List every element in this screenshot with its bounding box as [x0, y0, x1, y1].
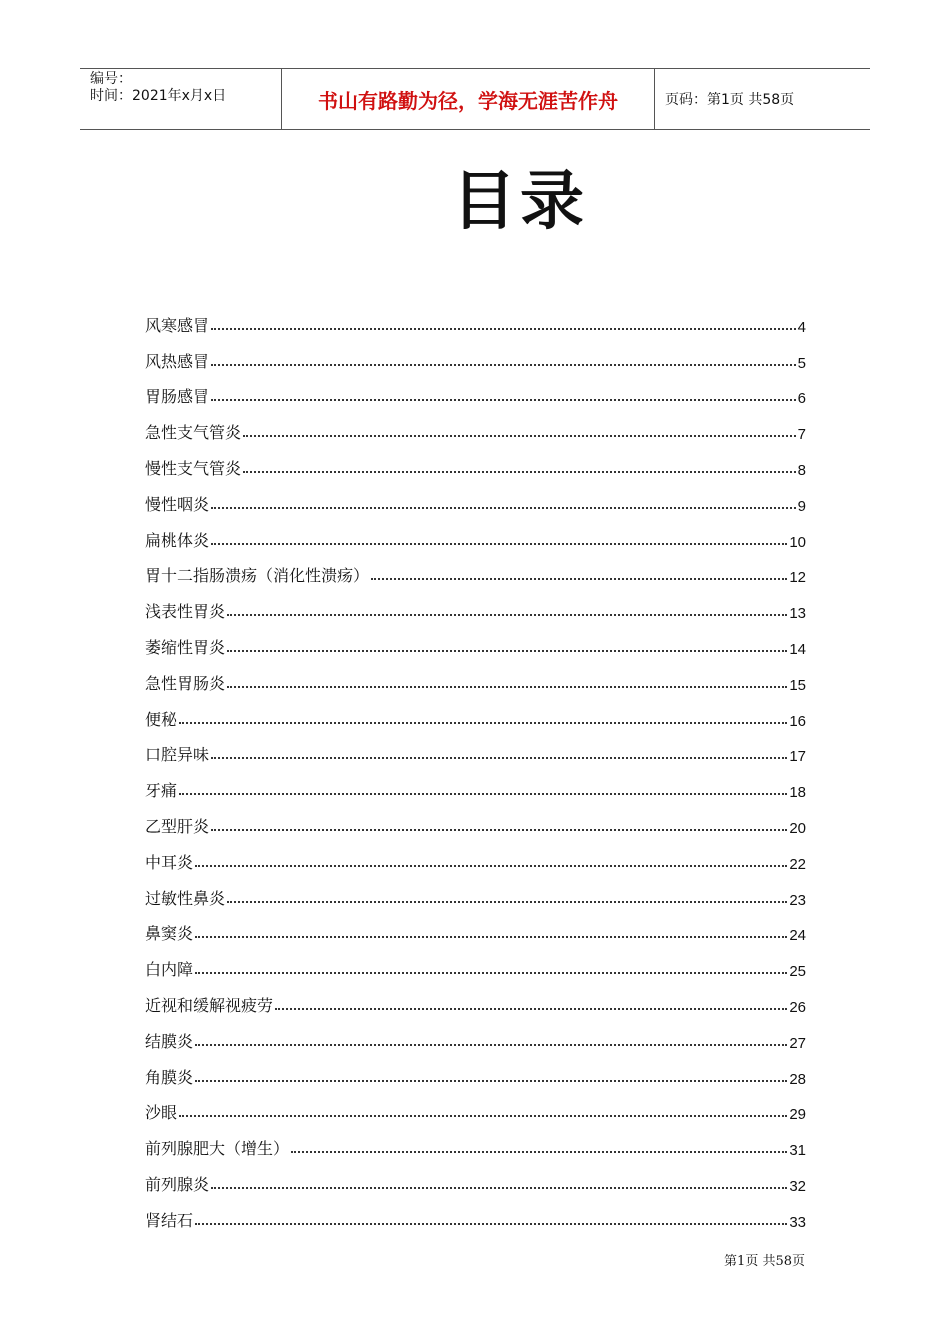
toc-entry-page: 10 — [789, 533, 806, 551]
page-header — [80, 68, 870, 130]
toc-dot-leader — [195, 972, 787, 974]
toc-entry[interactable] — [145, 551, 806, 587]
toc-entry-label: 前列腺炎 — [145, 1174, 210, 1194]
toc-entry[interactable] — [145, 443, 806, 479]
toc-dot-leader — [195, 1080, 787, 1082]
toc-entry-label: 过敏性鼻炎 — [145, 888, 226, 908]
toc-entry-page: 8 — [797, 461, 806, 479]
toc-entry[interactable] — [145, 944, 806, 980]
toc-entry-page: 5 — [797, 354, 806, 372]
toc-entry[interactable] — [145, 372, 806, 408]
toc-dot-leader — [275, 1008, 787, 1010]
toc-entry-page: 14 — [789, 640, 806, 658]
toc-entry-page: 13 — [789, 605, 806, 623]
toc-entry[interactable] — [145, 980, 806, 1016]
header-number-label: 编号： — [90, 71, 132, 87]
toc-dot-leader — [179, 1115, 787, 1117]
toc-entry[interactable] — [145, 837, 806, 873]
toc-entry-label: 慢性支气管炎 — [145, 458, 242, 478]
toc-entry[interactable] — [145, 1052, 806, 1088]
toc-dot-leader — [195, 936, 787, 938]
toc-dot-leader — [291, 1151, 787, 1153]
toc-entry-page: 22 — [789, 855, 806, 873]
toc-entry-page: 17 — [789, 748, 806, 766]
toc-dot-leader — [243, 471, 796, 473]
toc-entry-label: 胃十二指肠溃疡（消化性溃疡） — [145, 566, 370, 586]
toc-dot-leader — [243, 435, 796, 437]
toc-entry-label: 扁桃体炎 — [145, 530, 210, 550]
toc-entry-page: 23 — [789, 891, 806, 909]
toc-entry-label: 中耳炎 — [145, 852, 194, 872]
toc-entry[interactable] — [145, 622, 806, 658]
toc-entry[interactable] — [145, 801, 806, 837]
toc-entry-label: 慢性咽炎 — [145, 494, 210, 514]
toc-entry[interactable] — [145, 909, 806, 945]
toc-entry[interactable] — [145, 479, 806, 515]
toc-entry[interactable] — [145, 694, 806, 730]
toc-entry-label: 口腔异味 — [145, 745, 210, 765]
toc-dot-leader — [227, 650, 787, 652]
toc-entry-label: 结膜炎 — [145, 1031, 194, 1051]
toc-entry-page: 24 — [789, 927, 806, 945]
toc-entry-label: 近视和缓解视疲劳 — [145, 995, 274, 1015]
toc-entry-label: 牙痛 — [145, 781, 178, 801]
toc-entry-label: 鼻窦炎 — [145, 924, 194, 944]
toc-dot-leader — [195, 1223, 787, 1225]
toc-entry-label: 乙型肝炎 — [145, 816, 210, 836]
toc-dot-leader — [211, 757, 787, 759]
toc-entry-label: 前列腺肥大（增生） — [145, 1139, 290, 1159]
toc-entry[interactable] — [145, 873, 806, 909]
toc-dot-leader — [195, 865, 787, 867]
toc-entry[interactable] — [145, 765, 806, 801]
toc-entry-page: 9 — [797, 497, 806, 515]
toc-entry-label: 风热感冒 — [145, 351, 210, 371]
toc-entry-page: 18 — [789, 784, 806, 802]
toc-entry-page: 31 — [789, 1142, 806, 1160]
toc-dot-leader — [179, 793, 787, 795]
header-page-info: 页码：第1页 共58页 — [665, 92, 795, 108]
header-time-label: 时间：2021年x月x日 — [90, 88, 227, 104]
toc-entry-page: 4 — [797, 318, 806, 336]
toc-dot-leader — [371, 578, 787, 580]
toc-entry-page: 12 — [789, 569, 806, 587]
toc-entry-page: 20 — [789, 819, 806, 837]
toc-entry-label: 沙眼 — [145, 1103, 178, 1123]
toc-dot-leader — [211, 364, 796, 366]
toc-entry-page: 29 — [789, 1106, 806, 1124]
toc-dot-leader — [211, 399, 796, 401]
toc-entry[interactable] — [145, 407, 806, 443]
toc-entry[interactable] — [145, 1123, 806, 1159]
toc-entry-page: 27 — [789, 1034, 806, 1052]
toc-entry-label: 风寒感冒 — [145, 315, 210, 335]
toc-entry-label: 肾结石 — [145, 1210, 194, 1230]
toc-entry[interactable] — [145, 586, 806, 622]
toc-dot-leader — [195, 1044, 787, 1046]
toc-entry-page: 7 — [797, 426, 806, 444]
toc-entry-page: 25 — [789, 963, 806, 981]
toc-entry[interactable] — [145, 1159, 806, 1195]
toc-dot-leader — [179, 722, 787, 724]
toc-entry-label: 便秘 — [145, 709, 178, 729]
toc-dot-leader — [211, 543, 787, 545]
toc-dot-leader — [211, 829, 787, 831]
toc-dot-leader — [211, 507, 796, 509]
toc-entry-label: 角膜炎 — [145, 1067, 194, 1087]
toc-entry-page: 32 — [789, 1177, 806, 1195]
toc-entry-label: 浅表性胃炎 — [145, 602, 226, 622]
toc-entry-label: 胃肠感冒 — [145, 387, 210, 407]
toc-entry[interactable] — [145, 1016, 806, 1052]
toc-dot-leader — [227, 686, 787, 688]
toc-entry-page: 15 — [789, 676, 806, 694]
toc-entry-label: 白内障 — [145, 960, 194, 980]
toc-entry[interactable] — [145, 1088, 806, 1124]
toc-entry[interactable] — [145, 658, 806, 694]
toc-entry[interactable] — [145, 1195, 806, 1231]
toc-dot-leader — [211, 328, 796, 330]
toc-entry[interactable] — [145, 336, 806, 372]
toc-dot-leader — [211, 1187, 787, 1189]
toc-entry-page: 16 — [789, 712, 806, 730]
toc-entry-label: 萎缩性胃炎 — [145, 637, 226, 657]
toc-entry[interactable] — [145, 730, 806, 766]
toc-entry-label: 急性支气管炎 — [145, 423, 242, 443]
toc-entry[interactable] — [145, 300, 806, 336]
toc-entry-page: 28 — [789, 1070, 806, 1088]
table-of-contents — [145, 300, 806, 1231]
page-footer: 第1页 共58页 — [724, 1254, 805, 1269]
header-motto: 书山有路勤为径，学海无涯苦作舟 — [282, 69, 655, 129]
page-title: 目录 — [452, 165, 588, 239]
toc-entry-page: 6 — [797, 390, 806, 408]
toc-entry-page: 33 — [789, 1213, 806, 1231]
toc-entry-page: 26 — [789, 998, 806, 1016]
toc-entry[interactable] — [145, 515, 806, 551]
toc-dot-leader — [227, 614, 787, 616]
header-meta — [80, 69, 282, 129]
toc-dot-leader — [227, 901, 787, 903]
toc-entry-label: 急性胃肠炎 — [145, 673, 226, 693]
